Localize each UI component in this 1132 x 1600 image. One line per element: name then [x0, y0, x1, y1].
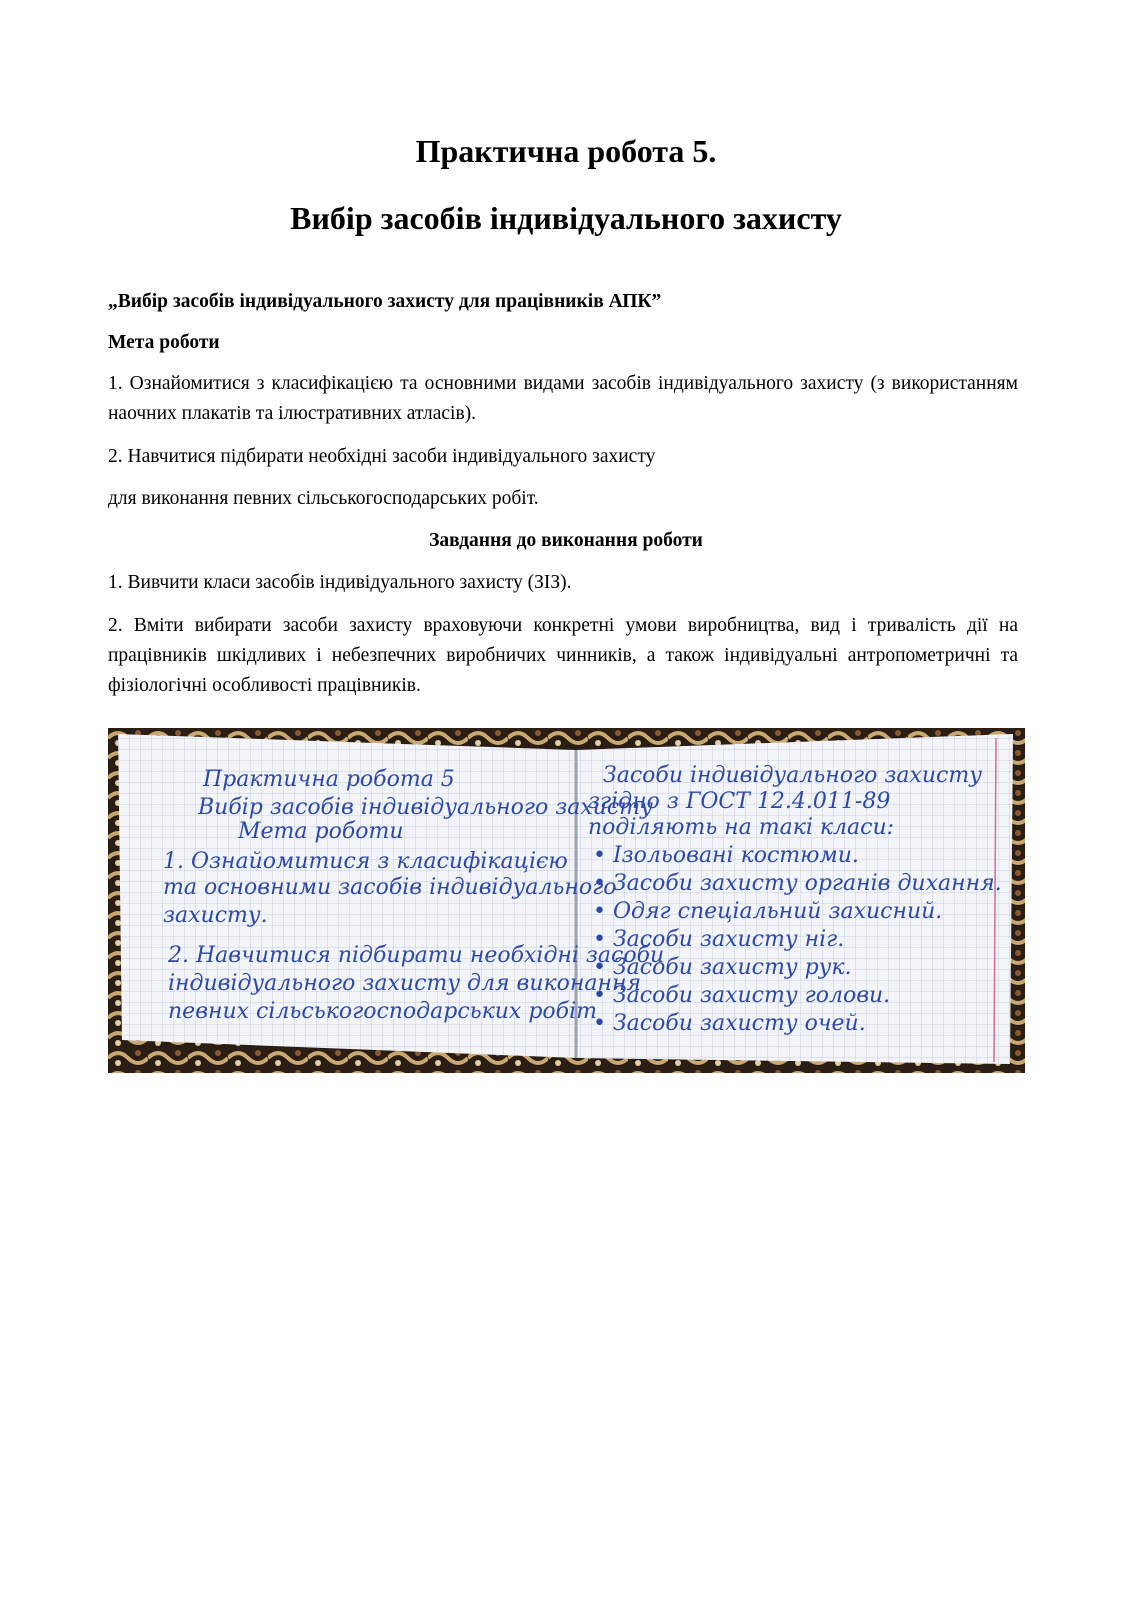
document-subtitle: Вибір засобів індивідуального захисту: [290, 200, 842, 236]
hw-left-line: Мета роботи: [238, 819, 404, 844]
goal-item-2-continued: для виконання певних сільськогосподарських робіт.: [108, 488, 539, 509]
task-item-2: 2. Вміти вибирати засоби захисту враховуючи конкретні умови виробництва, вид і тривалість дії на працівників шкідливих і небезпечних виробничих чинників, а також індивідуальні антропометричні та фізіологічні особливості працівників.: [108, 615, 1018, 696]
notebook-photo: [108, 728, 1025, 1073]
hw-left-line: Вибір засобів індивідуального захисту: [198, 795, 653, 820]
hw-right-line: Засоби індивідуального захисту: [603, 763, 982, 788]
hw-left-line: захисту.: [163, 903, 268, 928]
hw-left-line: Практична робота 5: [203, 767, 455, 792]
hw-right-line: • Засоби захисту ніг.: [593, 927, 845, 952]
hw-right-line: • Засоби захисту органів дихання.: [593, 871, 1002, 896]
hw-right-line: згідно з ГОСТ 12.4.011-89: [588, 789, 891, 814]
hw-right-line: • Засоби захисту рук.: [593, 955, 852, 980]
hw-left-line: індивідуального захисту для виконання: [168, 971, 642, 996]
goal-item-1: 1. Ознайомитися з класифікацією та основними видами засобів індивідуального захисту (з використанням наочних плакатів та ілюстративних атласів).: [108, 373, 1018, 424]
hw-left-line: 1. Ознайомитися з класифікацією: [163, 849, 568, 874]
tasks-heading: Завдання до виконання роботи: [429, 530, 703, 551]
hw-left-line: певних сільськогосподарських робіт: [168, 999, 597, 1024]
task-item-1: 1. Вивчити класи засобів індивідуального захисту (ЗІЗ).: [108, 572, 572, 593]
topic-line: „Вибір засобів індивідуального захисту для працівників АПК”: [108, 291, 662, 312]
hw-right-line: • Одяг спеціальний захисний.: [593, 899, 943, 924]
goal-item-2: 2. Навчитися підбирати необхідні засоби індивідуального захисту: [108, 446, 656, 467]
goal-heading: Мета роботи: [108, 332, 220, 353]
hw-right-line: • Ізольовані костюми.: [593, 843, 859, 868]
hw-left-line: 2. Навчитися підбирати необхідні засоби: [168, 943, 665, 968]
hw-right-line: поділяють на такі класи:: [588, 815, 895, 840]
hw-right-line: • Засоби захисту голови.: [593, 983, 891, 1008]
hw-left-line: та основними засобів індивідуального: [163, 875, 617, 900]
hw-right-line: • Засоби захисту очей.: [593, 1011, 866, 1036]
document-title: Практична робота 5.: [415, 133, 717, 169]
